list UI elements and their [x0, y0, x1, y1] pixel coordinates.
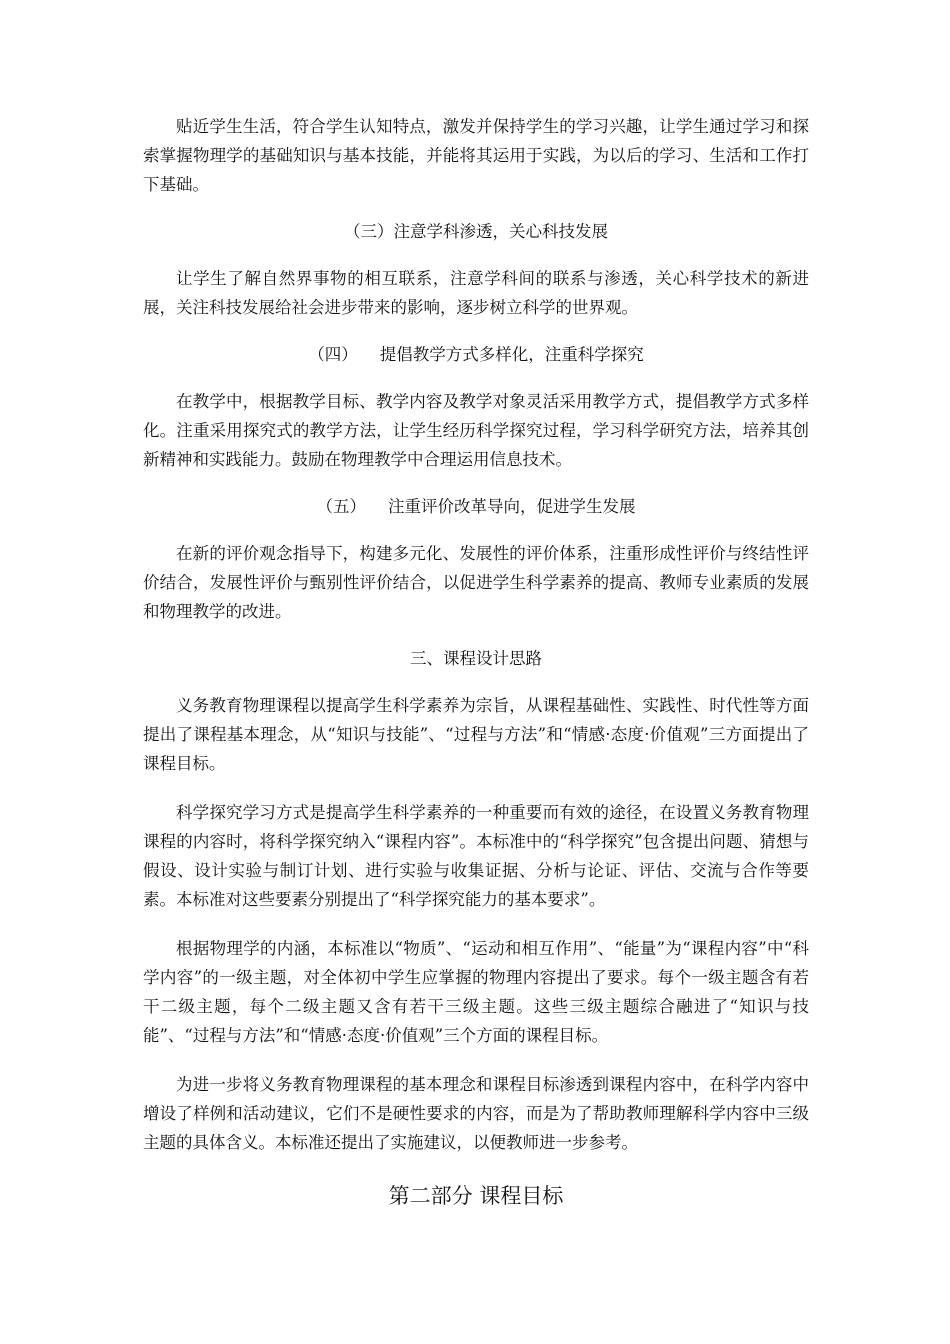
- paragraph-4: 在教学中，根据教学目标、教学内容及教学对象灵活采用教学方式，提倡教学方式多样化。注重采用探究式的教学方法，让学生经历科学探究过程，学习科学研究方法，培养其创新精神和实践能力。鼓励在物理教学中合理运用信息技术。: [143, 392, 809, 469]
- heading-5: [143, 492, 809, 521]
- document-body: [143, 112, 809, 1211]
- heading-4-text: 提倡教学方式多样化，注重科学探究: [379, 345, 644, 364]
- heading-5-text: 注重评价改革导向，促进学生发展: [388, 497, 636, 516]
- paragraph-7: 科学探究学习方式是提高学生科学素养的一种重要而有效的途径，在设置义务教育物理课程的内容时，将科学探究纳入“课程内容”。本标准中的“科学探究”包含提出问题、猜想与假设、设计实验与制订计划、进行实验与收集证据、分析与论证、评估、交流与合作等要素。本标准对这些要素分别提出了“科学探究能力的基本要求”。: [143, 803, 809, 909]
- heading-4-number: （四）: [308, 345, 358, 364]
- heading-5-number: （五）: [316, 497, 366, 516]
- paragraph-5: 在新的评价观念指导下，构建多元化、发展性的评价体系，注重形成性评价与终结性评价结合，发展性评价与甄别性评价结合，以促进学生科学素养的提高、教师专业素质的发展和物理教学的改进。: [143, 544, 809, 621]
- paragraph-6: 义务教育物理课程以提高学生科学素养为宗旨，从课程基础性、实践性、时代性等方面提出了课程基本理念，从“知识与技能”、“过程与方法”和“情感·态度·价值观”三方面提出了课程目标。: [143, 696, 809, 773]
- heading-3: （三）注意学科渗透，关心科技发展: [344, 222, 608, 241]
- paragraph-intro: 贴近学生生活，符合学生认知特点，激发并保持学生的学习兴趣，让学生通过学习和探索掌握物理学的基础知识与基本技能，并能将其运用于实践，为以后的学习、生活和工作打下基础。: [143, 117, 809, 194]
- paragraph-8: 根据物理学的内涵，本标准以“物质”、“运动和相互作用”、“能量”为“课程内容”中“科学内容”的一级主题，对全体初中学生应掌握的物理内容提出了要求。每个一级主题含有若干二级主题，每个二级主题又含有若干三级主题。这些三级主题综合融进了“知识与技能”、“过程与方法”和“情感·态度·价值观”三个方面的课程目标。: [143, 939, 809, 1045]
- paragraph-3: 让学生了解自然界事物的相互联系，注意学科间的联系与渗透，关心科学技术的新进展，关注科技发展给社会进步带来的影响，逐步树立科学的世界观。: [143, 269, 809, 317]
- section-3-heading: 三、课程设计思路: [410, 649, 542, 668]
- part-2-title: 第二部分 课程目标: [388, 1184, 564, 1208]
- heading-4: [143, 340, 809, 369]
- paragraph-9: 为进一步将义务教育物理课程的基本理念和课程目标渗透到课程内容中，在科学内容中增设了样例和活动建议，它们不是硬性要求的内容，而是为了帮助教师理解科学内容中三级主题的具体含义。本标准还提出了实施建议，以便教师进一步参考。: [143, 1075, 809, 1152]
